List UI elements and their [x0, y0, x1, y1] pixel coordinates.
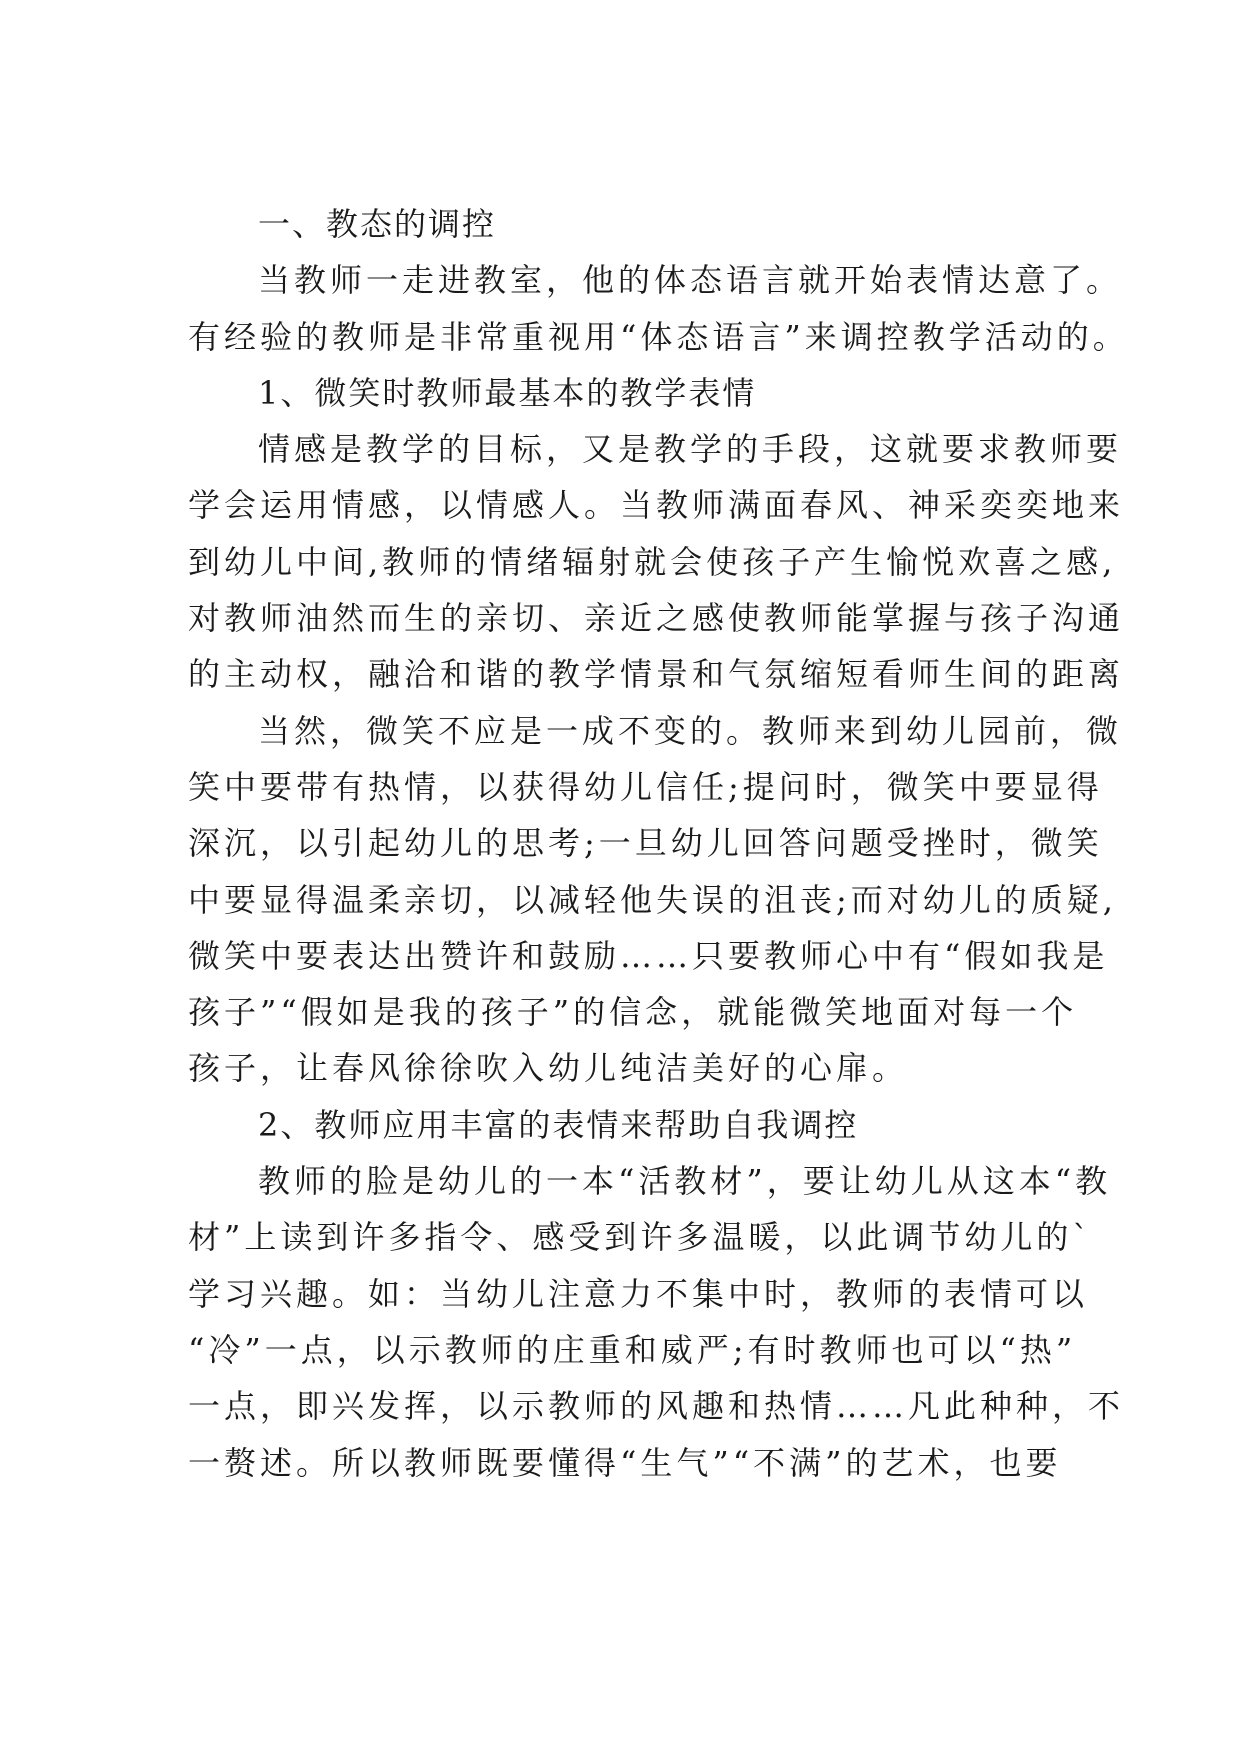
paragraph-line: 微笑中要表达出赞许和鼓励……只要教师心中有“假如我是	[188, 936, 1109, 975]
subsection-heading: 2、教师应用丰富的表情来帮助自我调控	[258, 1105, 859, 1144]
paragraph-line: 当然，微笑不应是一成不变的。教师来到幼儿园前，微	[258, 711, 1123, 750]
paragraph-line: 学习兴趣。如：当幼儿注意力不集中时，教师的表情可以	[188, 1274, 1089, 1313]
paragraph-line: 的主动权，融洽和谐的教学情景和气氛缩短看师生间的距离	[188, 655, 1125, 694]
paragraph-line: 情感是教学的目标，又是教学的手段，这就要求教师要	[258, 430, 1123, 469]
paragraph-line: 到幼儿中间,教师的情绪辐射就会使孩子产生愉悦欢喜之感,	[188, 542, 1117, 581]
paragraph-line: 笑中要带有热情，以获得幼儿信任;提问时，微笑中要显得	[188, 767, 1103, 806]
paragraph-line: 一赘述。所以教师既要懂得“生气”“不满”的艺术，也要	[188, 1443, 1062, 1482]
paragraph-line: 一点，即兴发挥，以示教师的风趣和热情……凡此种种，不	[188, 1387, 1125, 1426]
paragraph-line: 材”上读到许多指令、感受到许多温暖，以此调节幼儿的`	[188, 1218, 1093, 1257]
paragraph-line: 中要显得温柔亲切，以减轻他失误的沮丧;而对幼儿的质疑,	[188, 880, 1117, 919]
paragraph-line: 对教师油然而生的亲切、亲近之感使教师能掌握与孩子沟通	[188, 599, 1125, 638]
paragraph-line: 当教师一走进教室，他的体态语言就开始表情达意了。	[258, 261, 1123, 300]
paragraph-line: 教师的脸是幼儿的一本“活教材”，要让幼儿从这本“教	[258, 1162, 1112, 1201]
paragraph-line: 孩子，让春风徐徐吹入幼儿纯洁美好的心扉。	[188, 1049, 909, 1088]
document-body	[188, 196, 1129, 1491]
paragraph-line: 有经验的教师是非常重视用“体态语言”来调控教学活动的。	[188, 317, 1129, 356]
section-heading: 一、教态的调控	[258, 205, 497, 243]
paragraph-line: 深沉，以引起幼儿的思考;一旦幼儿回答问题受挫时，微笑	[188, 824, 1103, 863]
paragraph-line: “冷”一点，以示教师的庄重和威严;有时教师也可以“热”	[188, 1330, 1077, 1369]
subsection-heading: 1、微笑时教师最基本的教学表情	[258, 373, 757, 412]
paragraph-line: 学会运用情感，以情感人。当教师满面春风、神采奕奕地来	[188, 486, 1125, 525]
paragraph-line: 孩子”“假如是我的孩子”的信念，就能微笑地面对每一个	[188, 993, 1078, 1032]
